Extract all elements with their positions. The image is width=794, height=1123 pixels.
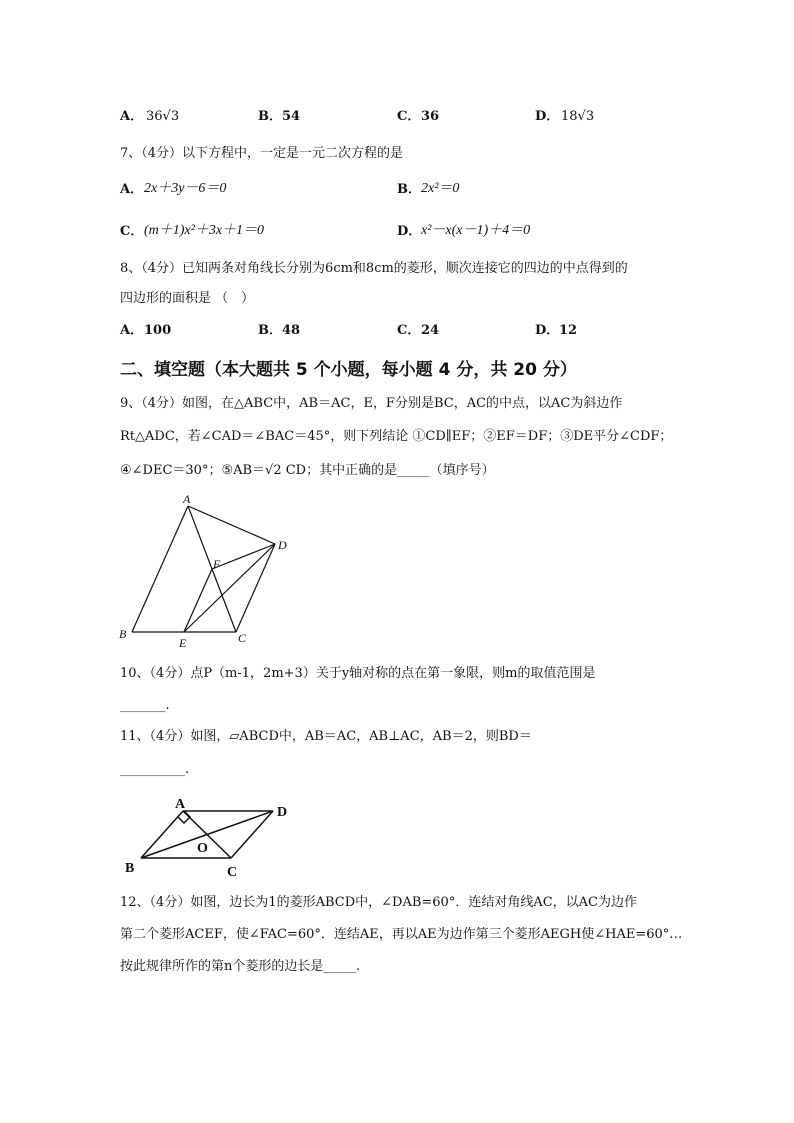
q8-option-d-value: 12 — [559, 323, 578, 338]
q11-label-a: A — [175, 797, 186, 812]
q9-seg-ad — [188, 506, 275, 544]
q9-seg-ab — [132, 506, 188, 632]
q12-line3: 按此规律所作的第n个菱形的边长是_____. — [120, 959, 361, 974]
q10-line1: 10、（4分）点P（m-1，2m+3）关于y轴对称的点在第一象限，则m的取值范围是 — [120, 666, 596, 681]
q11-figure — [115, 790, 305, 880]
q11-answer-blank: __________. — [120, 762, 190, 777]
q9-seg-ed — [184, 544, 275, 632]
q8-option-c-value: 24 — [421, 323, 440, 338]
q9-label-b: B — [119, 627, 127, 641]
q6-option-b-label: B． — [258, 109, 282, 124]
q6-option-c-value: 36 — [421, 109, 440, 124]
q7-option-a-label: A． — [120, 182, 144, 197]
q9-label-e: E — [179, 636, 187, 650]
q11-label-b: B — [125, 861, 135, 876]
q9-seg-ef — [184, 569, 212, 632]
section-2-title: 二、填空题（本大题共 5 个小题，每小题 4 分，共 20 分） — [120, 360, 577, 380]
q9-label-d: D — [278, 538, 287, 552]
q8-option-b-label: B． — [258, 323, 282, 338]
q12-line2: 第二个菱形ACEF，使∠FAC=60°．连结AE，再以AE为边作第三个菱形AEGH使∠HAE=60°… — [120, 927, 683, 942]
q9-line2: Rt△ADC，若∠CAD＝∠BAC＝45°，则下列结论 ①CD∥EF；②EF＝DF；③DE平分∠CDF； — [120, 429, 673, 444]
q8-option-d-label: D． — [535, 323, 560, 338]
q6-option-a-value: 36√3 — [146, 109, 180, 124]
q10-answer-blank: _______. — [120, 698, 170, 713]
q8-option-b-value: 48 — [282, 323, 301, 338]
q6-option-a-label: A． — [120, 109, 144, 124]
q8-stem-line2: 四边形的面积是 （ ） — [120, 291, 255, 306]
q9-line1: 9、（4分）如图，在△ABC中，AB＝AC，E，F分别是BC，AC的中点，以AC为斜边作 — [120, 396, 623, 411]
q8-option-a-value: 100 — [144, 323, 172, 338]
q8-option-c-label: C． — [397, 323, 421, 338]
q9-figure — [110, 492, 310, 652]
q8-option-a-label: A． — [120, 323, 144, 338]
q11-label-c: C — [227, 865, 238, 880]
q9-label-a: A — [183, 492, 191, 506]
q11-label-d: D — [277, 805, 288, 820]
q6-option-b-value: 54 — [282, 109, 301, 124]
q6-option-d-label: D． — [535, 109, 560, 124]
q7-option-c-label: C． — [120, 224, 144, 239]
q6-option-c-label: C． — [397, 109, 421, 124]
q7-option-a-value: 2x＋3y－6＝0 — [144, 181, 227, 196]
q7-option-c-value: (m＋1)x²＋3x＋1＝0 — [144, 223, 265, 238]
q7-option-b-value: 2x²＝0 — [421, 181, 460, 196]
q12-line1: 12、（4分）如图，边长为1的菱形ABCD中，∠DAB=60°．连结对角线AC，以AC为边作 — [120, 895, 637, 910]
q7-option-d-value: x²－x(x－1)＋4＝0 — [421, 223, 531, 238]
q9-label-c: C — [238, 631, 247, 645]
q9-label-f: F — [213, 557, 221, 571]
q6-option-d-value: 18√3 — [561, 109, 595, 124]
q11-line1: 11、（4分）如图，▱ABCD中，AB＝AC，AB⊥AC，AB＝2，则BD＝ — [120, 729, 532, 744]
q9-line3: ④∠DEC＝30°；⑤AB＝√2 CD；其中正确的是_____（填序号） — [120, 463, 495, 478]
q11-label-o: O — [197, 841, 208, 856]
q7-option-d-label: D． — [397, 224, 422, 239]
q8-stem-line1: 8、（4分）已知两条对角线长分别为6cm和8cm的菱形，顺次连接它的四边的中点得到的 — [120, 261, 628, 276]
q7-option-b-label: B． — [397, 182, 421, 197]
q7-stem: 7、（4分）以下方程中，一定是一元二次方程的是 — [120, 146, 404, 161]
